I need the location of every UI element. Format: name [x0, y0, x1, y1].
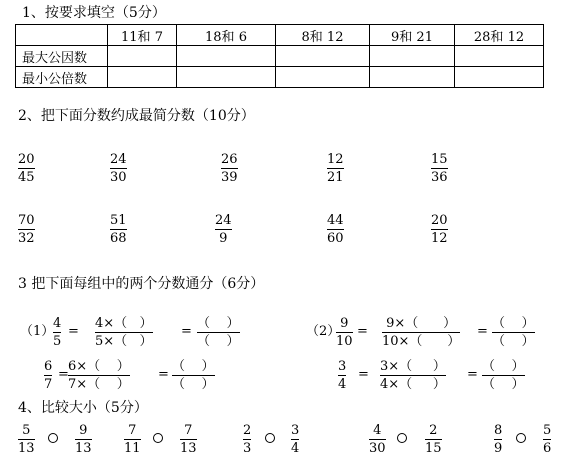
numerator[interactable]: 9×（ ） [386, 316, 457, 331]
answer-cell[interactable] [455, 67, 544, 88]
fraction [215, 213, 232, 246]
fraction-bar [543, 439, 551, 440]
numerator: 2 [243, 423, 252, 438]
fraction [482, 359, 525, 392]
numerator[interactable]: （ ） [172, 359, 215, 374]
table-row [16, 46, 544, 67]
fraction-bar [243, 439, 251, 440]
denominator: 10 [336, 334, 353, 349]
compare-circle[interactable] [265, 433, 275, 443]
denominator: 21 [327, 170, 344, 185]
denominator: 13 [18, 441, 35, 456]
fraction [494, 423, 502, 456]
fraction-bar [291, 439, 299, 440]
table-header-cell: 9和 21 [370, 25, 455, 46]
fraction [425, 423, 442, 456]
numerator: 7 [128, 423, 137, 438]
fraction [180, 423, 197, 456]
fraction-bar [180, 439, 197, 440]
q4-title: 4、比较大小（5分） [18, 400, 148, 416]
answer-cell[interactable] [276, 46, 370, 67]
gcd-lcm-table [15, 24, 544, 88]
fraction-bar [18, 168, 35, 169]
fraction-bar [68, 375, 130, 376]
row-label-lcm: 最小公倍数 [16, 67, 108, 88]
table-row [16, 67, 544, 88]
denominator: 9 [494, 441, 503, 456]
numerator: 20 [431, 213, 448, 228]
fraction [291, 423, 299, 456]
fraction [543, 423, 551, 456]
fraction-bar [336, 332, 353, 333]
q2-title: 2、把下面分数约成最简分数（10分） [18, 108, 255, 124]
numerator: 15 [431, 152, 448, 167]
answer-cell[interactable] [276, 67, 370, 88]
denominator: 15 [425, 441, 442, 456]
compare-circle[interactable] [48, 433, 58, 443]
equals-sign: = [68, 324, 79, 339]
fraction-bar [110, 229, 127, 230]
numerator[interactable]: 4×（ ） [95, 316, 153, 331]
fraction-bar [327, 168, 344, 169]
fraction-bar [338, 375, 346, 376]
fraction [327, 152, 344, 185]
compare-circle[interactable] [516, 433, 526, 443]
fraction-bar [221, 168, 238, 169]
denominator: 6 [543, 441, 552, 456]
answer-cell[interactable] [177, 67, 276, 88]
denominator: 13 [180, 441, 197, 456]
fraction [172, 359, 215, 392]
denominator[interactable]: （ ） [492, 334, 535, 349]
q1-title: 1、按要求填空（5分） [22, 5, 166, 21]
fraction [492, 316, 535, 349]
denominator[interactable]: 5×（ ） [95, 334, 153, 349]
numerator: 12 [327, 152, 344, 167]
fraction-bar [18, 229, 35, 230]
denominator: 5 [53, 334, 62, 349]
equals-sign: = [477, 324, 488, 339]
equals-sign: = [358, 367, 369, 382]
numerator: 9 [340, 316, 349, 331]
answer-cell[interactable] [455, 46, 544, 67]
group-label-1: （1） [20, 324, 55, 339]
answer-cell[interactable] [108, 46, 177, 67]
fraction [431, 213, 448, 246]
fraction-bar [482, 375, 525, 376]
answer-cell[interactable] [177, 46, 276, 67]
fraction-bar [492, 332, 535, 333]
numerator: 24 [110, 152, 127, 167]
fraction [327, 213, 344, 246]
numerator: 4 [53, 316, 62, 331]
fraction-bar [425, 439, 442, 440]
numerator[interactable]: （ ） [482, 359, 525, 374]
equals-sign: = [58, 367, 69, 382]
denominator: 7 [44, 377, 53, 392]
numerator: 5 [543, 423, 552, 438]
fraction [18, 152, 35, 185]
fraction [18, 423, 35, 456]
fraction-bar [327, 229, 344, 230]
denominator[interactable]: （ ） [197, 334, 240, 349]
numerator: 70 [18, 213, 35, 228]
fraction-bar [431, 168, 448, 169]
fraction-bar [369, 439, 386, 440]
fraction [197, 316, 240, 349]
denominator: 36 [431, 170, 448, 185]
q3-title: 3 把下面每组中的两个分数通分（6分） [18, 276, 265, 292]
denominator: 68 [110, 231, 127, 246]
fraction-bar [431, 229, 448, 230]
fraction [110, 213, 127, 246]
table-header-cell [16, 25, 108, 46]
denominator: 30 [110, 170, 127, 185]
numerator: 3 [338, 359, 347, 374]
fraction [221, 152, 238, 185]
numerator: 24 [215, 213, 232, 228]
row-label-gcd: 最大公因数 [16, 46, 108, 67]
numerator: 26 [221, 152, 238, 167]
fraction-bar [110, 168, 127, 169]
numerator: 4 [373, 423, 382, 438]
fraction-bar [124, 439, 141, 440]
fraction [110, 152, 127, 185]
numerator: 3 [291, 423, 300, 438]
table-header-row [16, 25, 544, 46]
numerator: 5 [22, 423, 31, 438]
fraction-bar [53, 332, 61, 333]
fraction [75, 423, 92, 456]
fraction [243, 423, 251, 456]
denominator[interactable]: 10×（ ） [382, 334, 461, 349]
group-label-2: （2） [306, 324, 341, 339]
equals-sign: = [357, 324, 368, 339]
denominator: 4 [338, 377, 347, 392]
denominator[interactable]: 4×（ ） [380, 377, 446, 392]
fraction-bar [18, 439, 35, 440]
fraction-bar [380, 375, 446, 376]
numerator: 20 [18, 152, 35, 167]
equals-sign: = [181, 324, 192, 339]
numerator[interactable]: （ ） [492, 316, 535, 331]
denominator: 30 [369, 441, 386, 456]
fraction [44, 359, 52, 392]
fraction-bar [215, 229, 232, 230]
table-header-cell: 28和 12 [455, 25, 544, 46]
denominator: 11 [124, 441, 141, 456]
denominator: 13 [75, 441, 92, 456]
numerator: 7 [184, 423, 193, 438]
denominator: 3 [243, 441, 252, 456]
fraction-bar [382, 332, 460, 333]
compare-circle[interactable] [397, 433, 407, 443]
denominator[interactable]: 7×（ ） [68, 377, 130, 392]
denominator: 12 [431, 231, 448, 246]
numerator[interactable]: （ ） [197, 316, 240, 331]
table-header-cell: 18和 6 [177, 25, 276, 46]
fraction [338, 359, 346, 392]
denominator: 32 [18, 231, 35, 246]
fraction [124, 423, 141, 456]
denominator[interactable]: （ ） [482, 377, 525, 392]
answer-cell[interactable] [370, 46, 455, 67]
table-header-cell: 8和 12 [276, 25, 370, 46]
numerator: 44 [327, 213, 344, 228]
denominator: 39 [221, 170, 238, 185]
numerator: 9 [79, 423, 88, 438]
numerator: 6 [44, 359, 53, 374]
answer-cell[interactable] [108, 67, 177, 88]
denominator: 45 [18, 170, 35, 185]
numerator[interactable]: 3×（ ） [380, 359, 446, 374]
numerator: 2 [429, 423, 438, 438]
denominator: 60 [327, 231, 344, 246]
fraction [18, 213, 35, 246]
equals-sign: = [158, 367, 169, 382]
fraction-bar [172, 375, 215, 376]
fraction-bar [44, 375, 52, 376]
fraction [68, 359, 130, 392]
denominator: 4 [291, 441, 300, 456]
equals-sign: = [467, 367, 478, 382]
answer-cell[interactable] [370, 67, 455, 88]
fraction-bar [75, 439, 92, 440]
fraction-bar [494, 439, 502, 440]
fraction [382, 316, 460, 349]
numerator: 8 [494, 423, 503, 438]
fraction [380, 359, 446, 392]
fraction-bar [197, 332, 240, 333]
denominator[interactable]: （ ） [172, 377, 215, 392]
compare-circle[interactable] [153, 433, 163, 443]
fraction [336, 316, 353, 349]
numerator[interactable]: 6×（ ） [68, 359, 130, 374]
fraction-bar [95, 332, 153, 333]
fraction [53, 316, 61, 349]
fraction [431, 152, 448, 185]
denominator: 9 [219, 231, 228, 246]
fraction [369, 423, 386, 456]
fraction [95, 316, 153, 349]
numerator: 51 [110, 213, 127, 228]
table-header-cell: 11和 7 [108, 25, 177, 46]
